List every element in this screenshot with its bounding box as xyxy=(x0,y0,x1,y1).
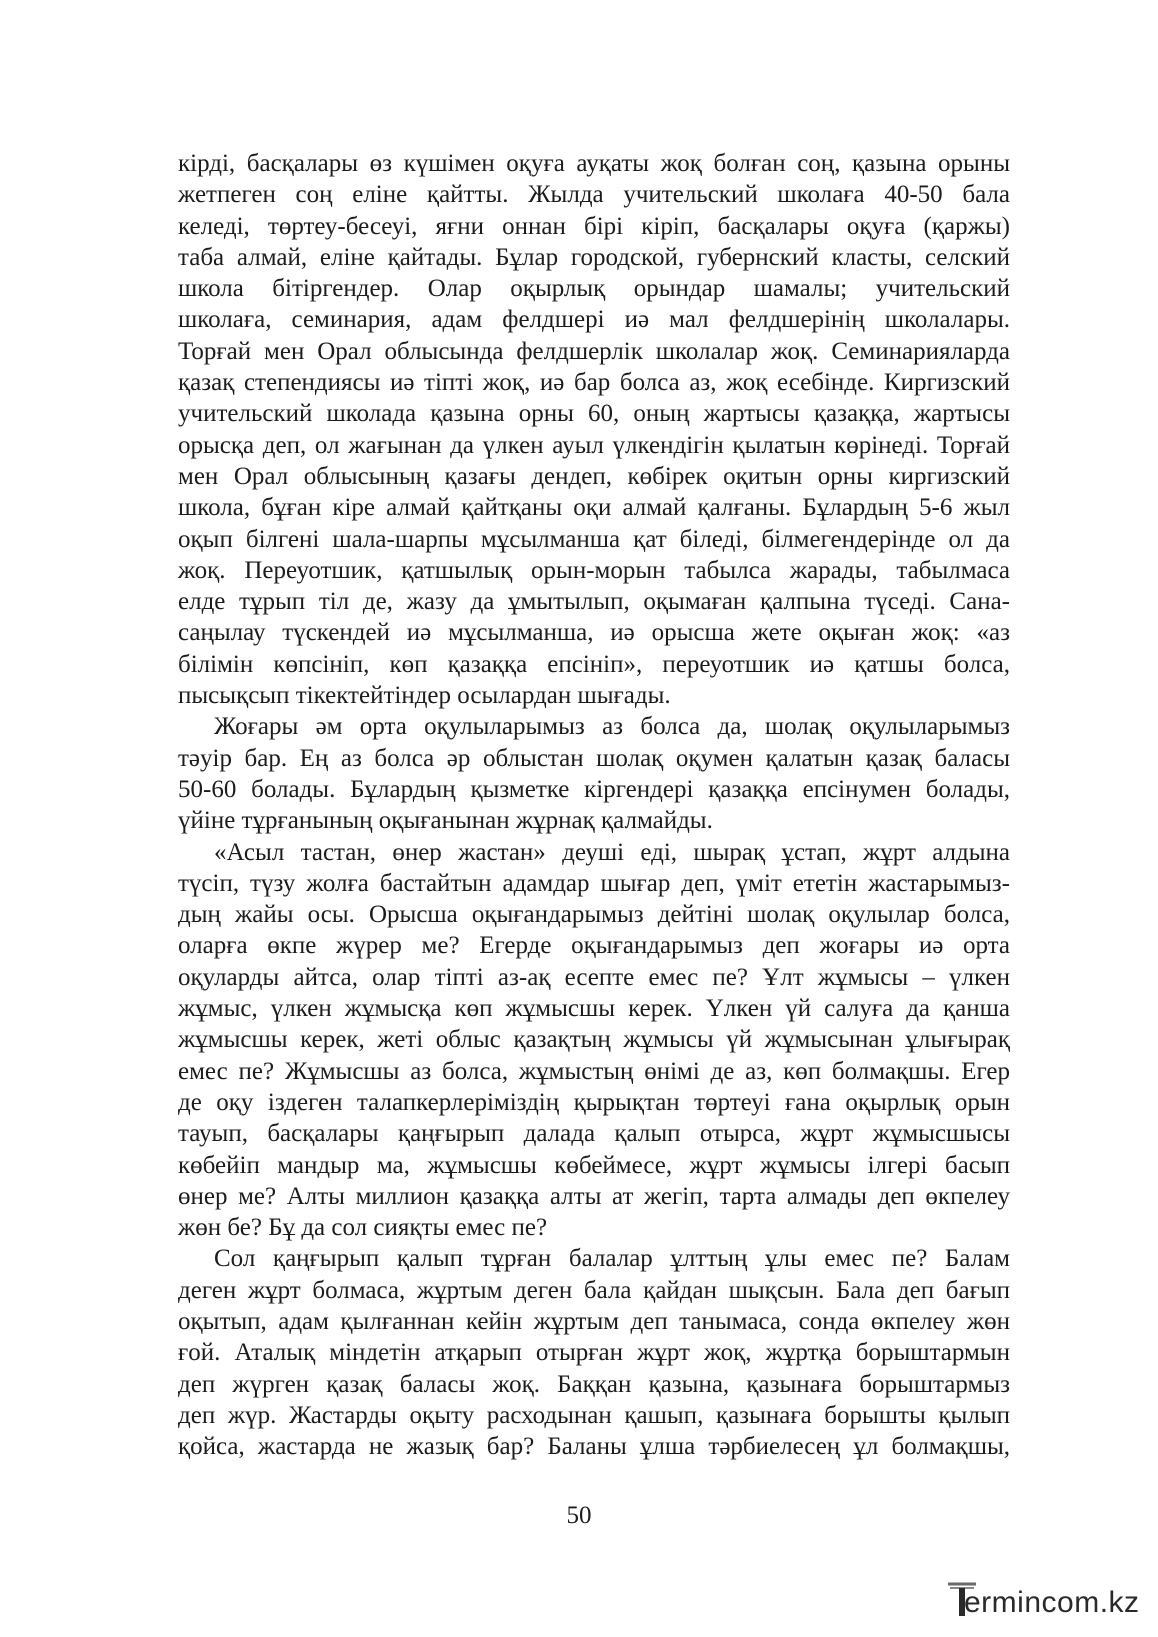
text-line: жоқ. Переуотшик, қатшылық орын-морын табылса жарады, табылмаса xyxy=(178,556,1010,584)
text-line: қазақ степендиясы иә тіпті жоқ, иә бар болса аз, жоқ есебінде. Киргизский xyxy=(178,369,1010,397)
text-line: кірді, басқалары өз күшімен оқуға ауқаты жоқ болған соң, қазына орыны xyxy=(178,150,1010,177)
text-line: оқытып, адам қылғаннан кейін жұртым деп танымаса, сонда өкпелеу жөн xyxy=(178,1307,1010,1335)
text-line: келеді, төртеу-бесеуі, яғни оннан бірі кіріп, басқалары оқуға (қаржы) xyxy=(178,212,1010,240)
text-line: де оқу іздеген талапкерлеріміздің қырықтан төртеуі ғана оқырлық орын xyxy=(178,1088,1010,1116)
text-line: Торғай мен Орал облысында фелдшерлік школалар жоқ. Семинарияларда xyxy=(178,337,1010,365)
text-line: өнер ме? Алты миллион қазаққа алты ат жегіп, тарта алмады деп өкпелеу xyxy=(178,1182,1010,1210)
text-line: жұмысшы керек, жеті облыс қазақтың жұмысы үй жұмысынан ұлығырақ xyxy=(178,1026,1010,1054)
site-watermark-logo xyxy=(934,1570,1144,1626)
text-line: пысықсып тікектейтіндер осылардан шығады. xyxy=(178,682,671,710)
text-line: білімін көпсініп, көп қазаққа епсініп», переуотшик иә қатшы болса, xyxy=(178,650,1010,678)
text-line: тәуір бар. Ең аз болса әр облыстан шолақ оқумен қалатын қазақ баласы xyxy=(178,744,1010,772)
text-line: саңылау түскендей иә мұсылманша, иә орысша жете оқыған жоқ: «аз xyxy=(178,619,1010,647)
text-line: «Асыл тастан, өнер жастан» деуші еді, шырақ ұстап, жұрт алдына xyxy=(214,838,1010,866)
text-line: елде тұрып тіл де, жазу да ұмытылып, оқымаған қалпына түседі. Сана- xyxy=(178,588,1010,616)
text-line: емес пе? Жұмысшы аз болса, жұмыстың өнімі де аз, көп болмақшы. Егер xyxy=(178,1057,1010,1085)
text-line: школа бітіргендер. Олар оқырлық орындар шамалы; учительский xyxy=(178,275,1010,303)
text-line: деп жүр. Жастарды оқыту расходынан қашып, қазынаға борышты қылып xyxy=(178,1401,1010,1429)
text-line: оқып білгені шала-шарпы мұсылманша қат біледі, білмегендерінде ол да xyxy=(178,525,1010,553)
page-body-text xyxy=(178,148,1010,1462)
text-line: Жоғары әм орта оқулыларымыз аз болса да, шолақ оқулыларымыз xyxy=(214,713,1010,741)
text-line: жетпеген соң еліне қайтты. Жылда учительский школаға 40-50 бала xyxy=(178,181,1010,209)
text-line: 50-60 болады. Бұлардың қызметке кіргендері қазаққа епсінумен болады, xyxy=(178,775,1010,803)
text-line: жұмыс, үлкен жұмысқа көп жұмысшы керек. Үлкен үй салуға да қанша xyxy=(178,995,1010,1023)
text-line: мен Орал облысының қазағы дендеп, көбірек оқитын орны киргизский xyxy=(178,462,1010,490)
text-line: қойса, жастарда не жазық бар? Баланы ұлша тәрбиелесең ұл болмақшы, xyxy=(178,1433,1010,1461)
text-line: таба алмай, еліне қайтады. Бұлар городской, губернский класты, селский xyxy=(178,243,1010,271)
text-line: школа, бұған кіре алмай қайтқаны оқи алмай қалғаны. Бұлардың 5-6 жыл xyxy=(178,494,1010,522)
text-line: үйіне тұрғанының оқығанынан жұрнақ қалмайды. xyxy=(178,807,713,835)
text-line: ғой. Аталық міндетін атқарып отырған жұрт жоқ, жұртқа борыштармын xyxy=(178,1339,1010,1367)
text-line: түсіп, түзу жолға бастайтын адамдар шығар деп, үміт ететін жастарымыз- xyxy=(178,869,1010,897)
text-line: оларға өкпе жүрер ме? Егерде оқығандарымыз деп жоғары иә орта xyxy=(178,932,1010,960)
text-line: орысқа деп, ол жағынан да үлкен ауыл үлкендігін қылатын көрінеді. Торғай xyxy=(178,431,1010,459)
text-line: деп жүрген қазақ баласы жоқ. Баққан қазына, қазынаға борыштармыз xyxy=(178,1370,1010,1398)
text-line: школаға, семинария, адам фелдшері иә мал фелдшерінің школалары. xyxy=(178,306,1010,334)
watermark-text: ermincom.kz xyxy=(964,1586,1140,1619)
text-line: Сол қаңғырып қалып тұрған балалар ұлттың ұлы емес пе? Балам xyxy=(214,1245,1010,1273)
text-line: деген жұрт болмаса, жұртым деген бала қайдан шықсын. Бала деп бағып xyxy=(178,1276,1010,1304)
text-line: тауып, басқалары қаңғырып далада қалып отырса, жұрт жұмысшысы xyxy=(178,1120,1010,1148)
text-line: жөн бе? Бұ да сол сияқты емес пе? xyxy=(178,1214,548,1242)
text-line: оқуларды айтса, олар тіпті аз-ақ есепте емес пе? Ұлт жұмысы – үлкен xyxy=(178,963,1010,991)
text-line: көбейіп мандыр ма, жұмысшы көбеймесе, жұрт жұмысы ілгері басып xyxy=(178,1151,1010,1179)
text-line: учительский школада қазына орны 60, оның жартысы қазаққа, жартысы xyxy=(178,400,1010,428)
page-number: 50 xyxy=(566,1502,592,1529)
text-line: дың жайы осы. Орысша оқығандарымыз дейтіні шолақ оқулылар болса, xyxy=(178,901,1010,929)
